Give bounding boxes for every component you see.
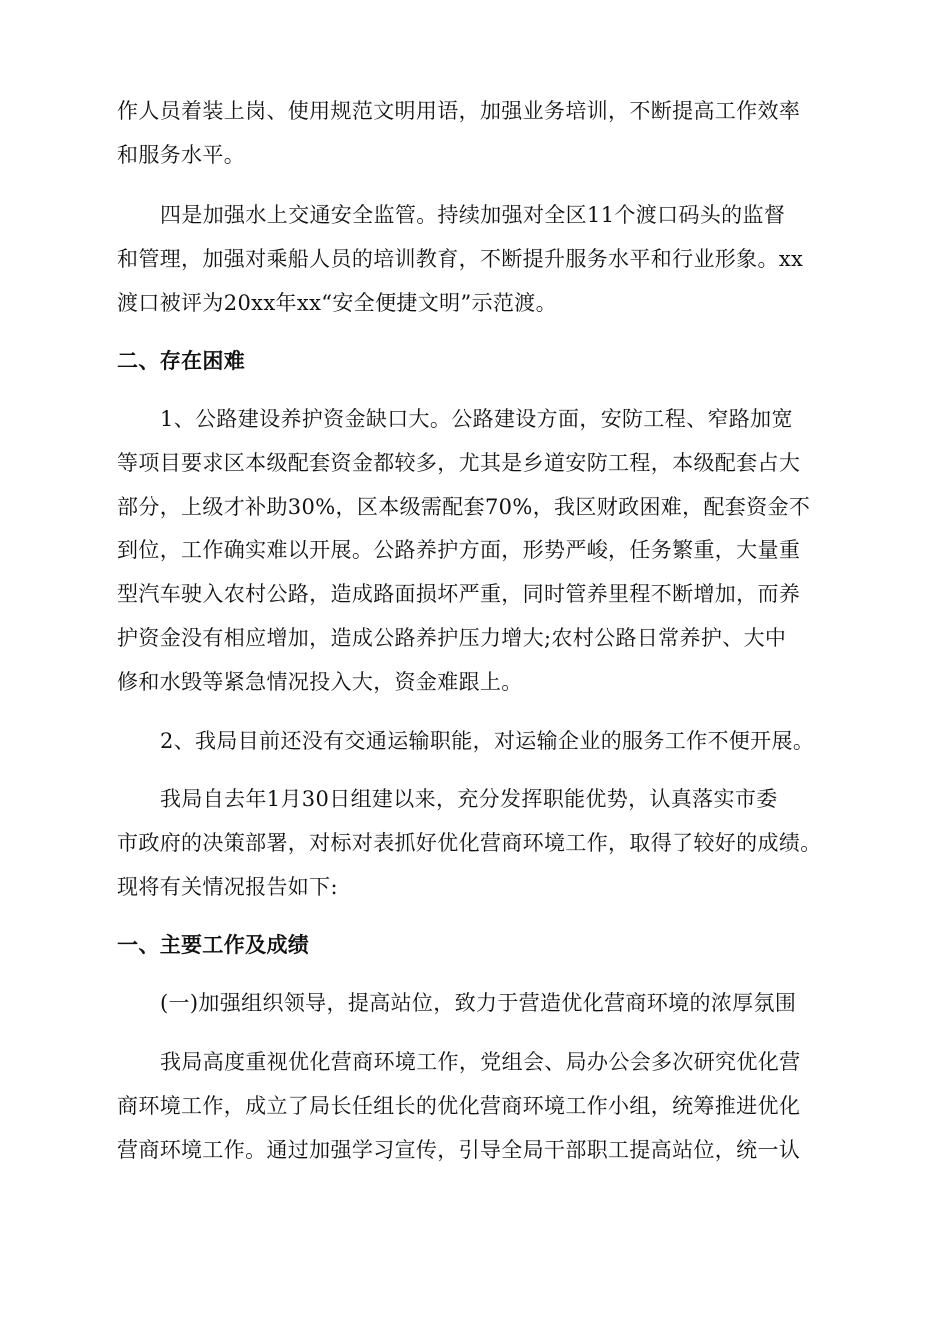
- paragraph-first-line: 四是加强水上交通安全监管。持续加强对全区11个渡口码头的监督: [160, 203, 786, 227]
- body-text-line: 渡口被评为20xx年xx“安全便捷文明”示范渡。: [117, 291, 557, 315]
- body-text-line: 和管理，加强对乘船人员的培训教育，不断提升服务水平和行业形象。xx: [117, 247, 804, 271]
- body-text-line: 型汽车驶入农村公路，造成路面损坏严重，同时管养里程不断增加，而养: [117, 582, 801, 606]
- section-heading: 一、主要工作及成绩: [117, 932, 310, 957]
- body-text-line: 市政府的决策部署，对标对表抓好优化营商环境工作，取得了较好的成绩。: [117, 831, 822, 855]
- body-text-line: 护资金没有相应增加，造成公路养护压力增大;农村公路日常养护、大中: [117, 626, 787, 650]
- body-text-line: 作人员着装上岗、使用规范文明用语，加强业务培训，不断提高工作效率: [117, 99, 801, 123]
- body-text-line: 修和水毁等紧急情况投入大，资金难跟上。: [117, 670, 523, 694]
- body-text-line: 到位，工作确实难以开展。公路养护方面，形势严峻，任务繁重，大量重: [117, 538, 801, 562]
- paragraph-first-line: 我局自去年1月30日组建以来，充分发挥职能优势，认真落实市委: [160, 787, 778, 811]
- paragraph-first-line: 1、公路建设养护资金缺口大。公路建设方面，安防工程、窄路加宽: [160, 407, 793, 431]
- paragraph-first-line: 2、我局目前还没有交通运输职能，对运输企业的服务工作不便开展。: [160, 729, 815, 753]
- body-text-line: 和服务水平。: [117, 143, 246, 167]
- body-text-line: 等项目要求区本级配套资金都较多，尤其是乡道安防工程，本级配套占大: [117, 451, 801, 475]
- paragraph-first-line: 我局高度重视优化营商环境工作，党组会、局办公会多次研究优化营: [160, 1050, 801, 1074]
- body-text-line: 现将有关情况报告如下:: [117, 875, 338, 899]
- subsection-heading: (一)加强组织领导，提高站位，致力于营造优化营商环境的浓厚氛围: [160, 991, 797, 1015]
- section-heading: 二、存在困难: [117, 348, 246, 373]
- body-text-line: 营商环境工作。通过加强学习宣传，引导全局干部职工提高站位，统一认: [117, 1138, 801, 1162]
- body-text-line: 部分，上级才补助30%，区本级需配套70%，我区财政困难，配套资金不: [117, 495, 811, 519]
- body-text-line: 商环境工作，成立了局长任组长的优化营商环境工作小组，统筹推进优化: [117, 1094, 801, 1118]
